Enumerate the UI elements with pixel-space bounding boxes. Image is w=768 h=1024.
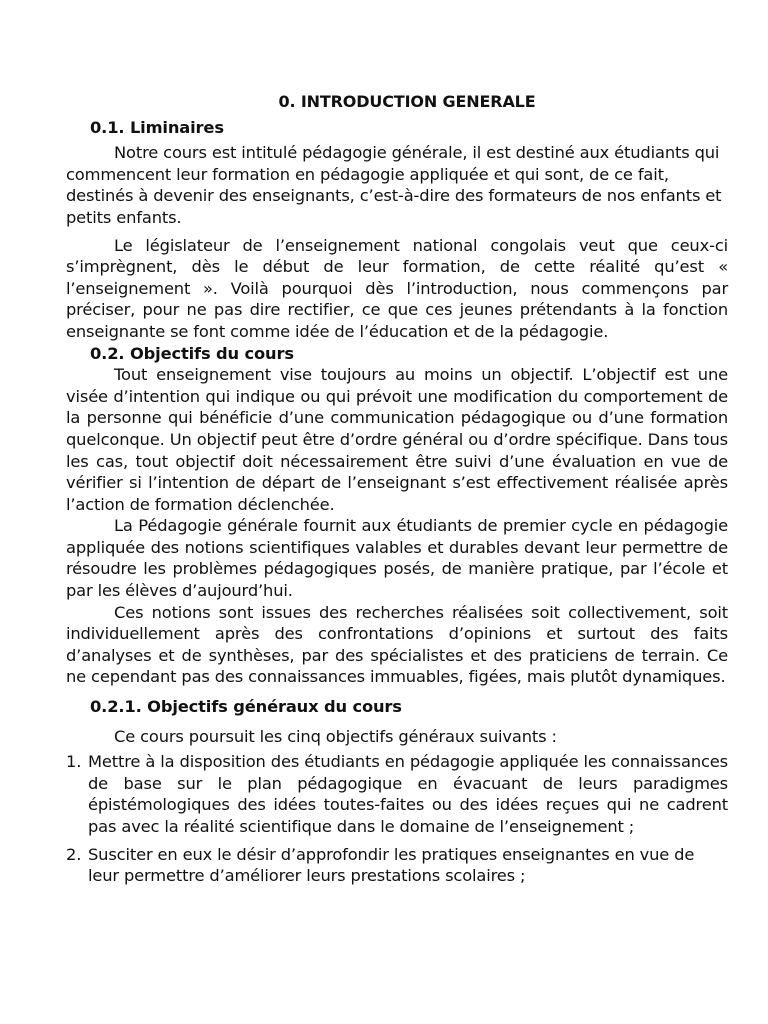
paragraph-objectifs-2: La Pédagogie générale fournit aux étudiants de premier cycle en pédagogie appliquée des notions scientifiques valables et durables devant leur permettre de résoudre les problèmes pédagogiques posés, de manière pratique, par l’école et par les élèves d’aujourd’hui. bbox=[66, 516, 728, 601]
section-heading-liminaires: 0.1. Liminaires bbox=[90, 117, 224, 137]
subsection-heading-objectifs-generaux: 0.2.1. Objectifs généraux du cours bbox=[90, 697, 402, 717]
paragraph-liminaires-1: Notre cours est intitulé pédagogie générale, il est destiné aux étudiants qui commencent leur formation en pédagogie appliquée et qui sont, de ce fait, destinés à devenir des enseignants, c’est-à-dire des formateurs de nos enfants et petits enfants. bbox=[66, 143, 722, 227]
paragraph-objectifs-1: Tout enseignement vise toujours au moins un objectif. L’objectif est une visée d’intention qui indique ou qui prévoit une modification du comportement de la personne qui bénéficie d’une communication pédagogique ou d’une formation quelconque. Un objectif peut être d’ordre général ou d’ordre spécifique. Dans tous les cas, tout objectif doit nécessairement être suivi d’une évaluation en vue de vérifier si l’intention de départ de l’enseignant s’est effectivement réalisée après l’action de formation déclenchée. bbox=[66, 365, 728, 514]
paragraph-liminaires-2: Le législateur de l’enseignement national congolais veut que ceux-ci s’imprègnent, dès le début de leur formation, de cette réalité qu’est « l’enseignement ». Voilà pourquoi dès l’introduction, nous commençons par préciser, pour ne pas dire rectifier, ce que ces jeunes prétendants à la fonction enseignante se font comme idée de l’éducation et de la pédagogie. bbox=[66, 235, 728, 341]
list-item-number: 2. bbox=[66, 844, 82, 864]
section-heading-objectifs: 0.2. Objectifs du cours bbox=[90, 343, 294, 363]
paragraph-objectifs-intro: Ce cours poursuit les cinq objectifs généraux suivants : bbox=[114, 726, 557, 746]
objectives-list bbox=[66, 751, 728, 887]
list-item-text: Susciter en eux le désir d’approfondir les pratiques enseignantes en vue de leur permettre d’améliorer leurs prestations scolaires ; bbox=[88, 844, 695, 886]
paragraph-objectifs-3: Ces notions sont issues des recherches réalisées soit collectivement, soit individuellement après des confrontations d’opinions et surtout des faits d’analyses et de synthèses, par des spécialistes et des praticiens de terrain. Ce ne cependant pas des connaissances immuables, figées, mais plutôt dynamiques. bbox=[66, 602, 728, 687]
list-item bbox=[66, 751, 728, 837]
list-item bbox=[66, 844, 728, 887]
document-title: 0. INTRODUCTION GENERALE bbox=[278, 92, 536, 111]
list-item-number: 1. bbox=[66, 752, 82, 772]
list-item-text: Mettre à la disposition des étudiants en pédagogie appliquée les connaissances de base sur le plan pédagogique en évacuant de leurs paradigmes épistémologiques des idées toutes-faites ou des idées reçues qui ne cadrent pas avec la réalité scientifique dans le domaine de l’enseignement ; bbox=[88, 752, 728, 836]
